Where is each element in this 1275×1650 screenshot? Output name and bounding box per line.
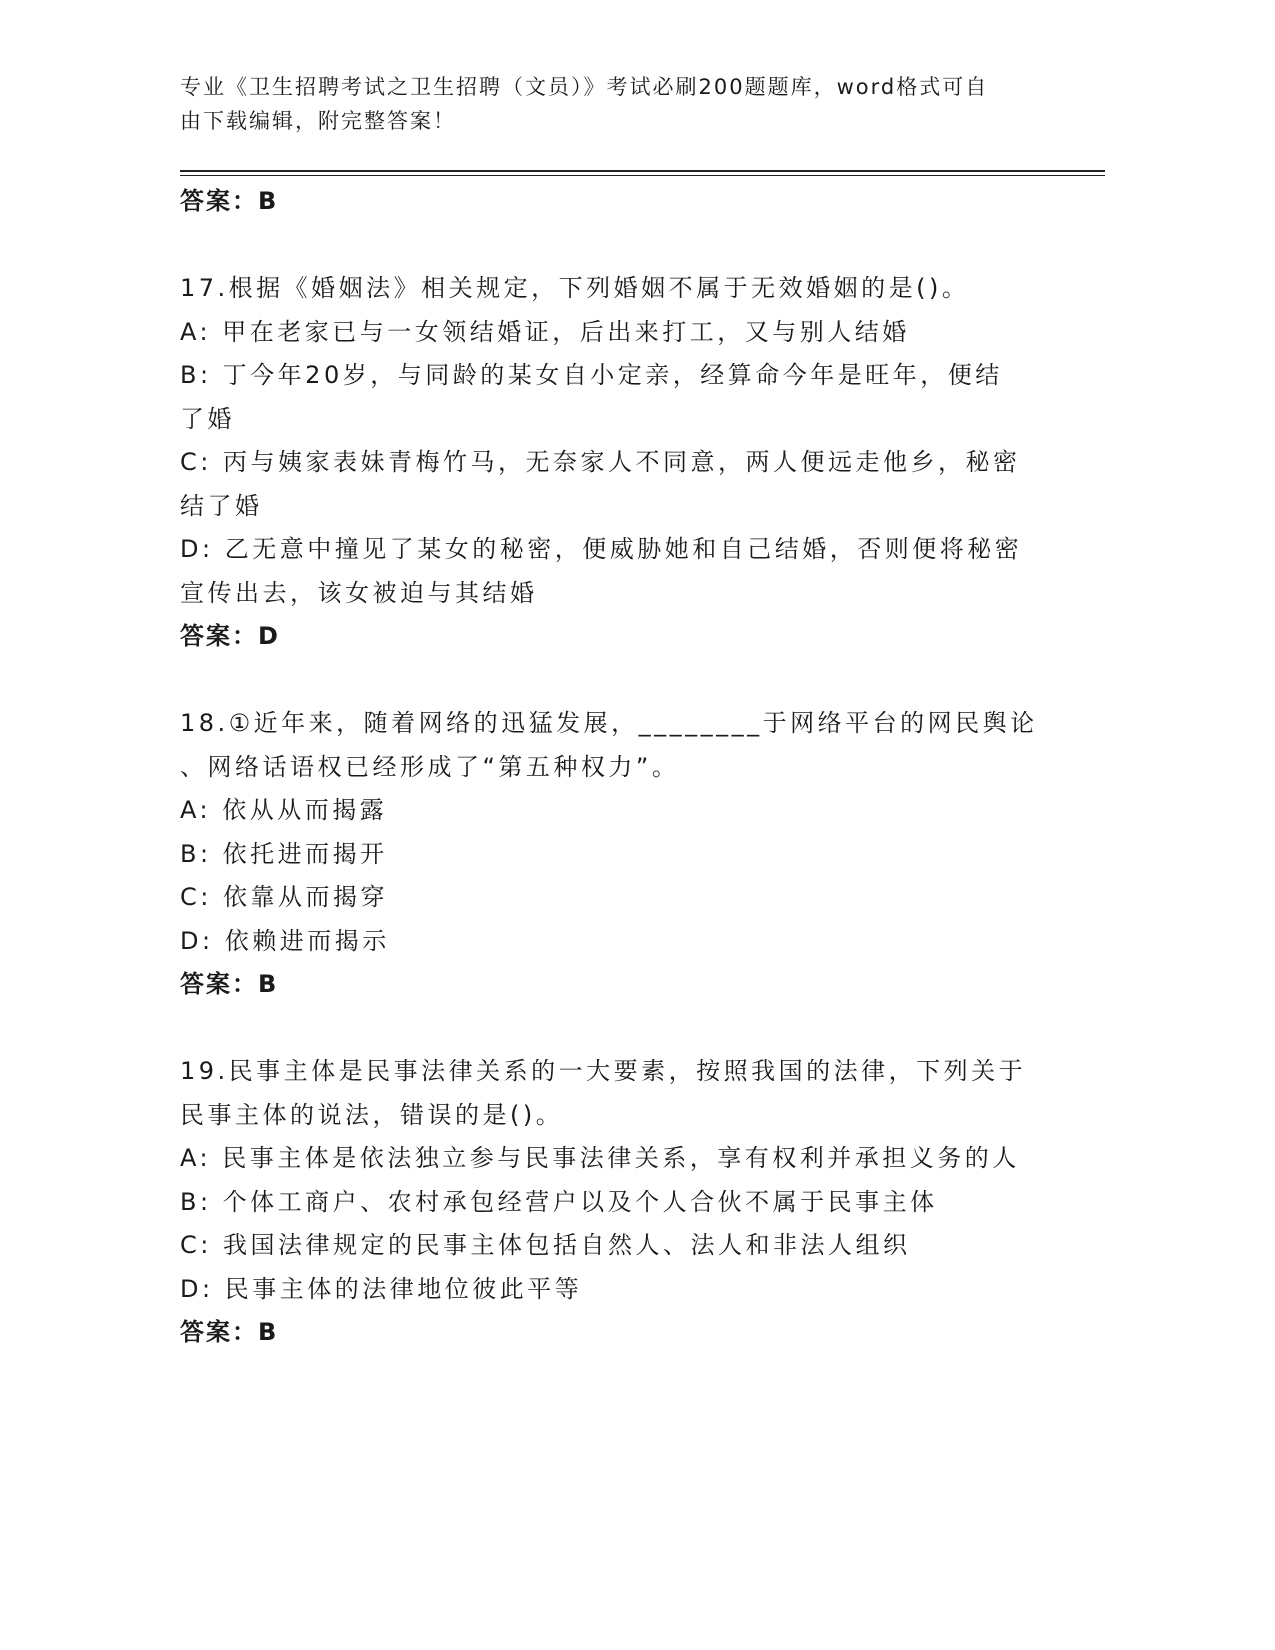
option-d: D: 民事主体的法律地位彼此平等 (180, 1274, 583, 1303)
option-d-cont: 宣传出去，该女被迫与其结婚 (180, 578, 538, 607)
question-stem-cont: 民事主体的说法，错误的是()。 (180, 1100, 564, 1129)
option-d: D: 依赖进而揭示 (180, 926, 390, 955)
question-17 (180, 267, 1040, 659)
option-a: A: 民事主体是依法独立参与民事法律关系，享有权利并承担义务的人 (180, 1144, 1020, 1172)
header-rule-thick (180, 170, 1105, 172)
answer: 答案：D (180, 622, 280, 650)
option-d: D: 乙无意中撞见了某女的秘密，便威胁她和自己结婚，否则便将秘密 (180, 535, 1023, 563)
option-b: B: 依托进而揭开 (180, 839, 388, 868)
header-rule-thin (180, 175, 1105, 176)
option-c-cont: 结了婚 (180, 491, 263, 520)
question-stem-cont: 、网络话语权已经形成了“第五种权力”。 (180, 752, 680, 781)
page-header (180, 70, 1050, 138)
option-b: B: 丁今年20岁，与同龄的某女自小定亲，经算命今年是旺年，便结 (180, 361, 1003, 389)
previous-answer: 答案：B (180, 187, 279, 215)
spacer (180, 1007, 1040, 1051)
header-line-2: 由下载编辑，附完整答案！ (180, 109, 456, 133)
answer: 答案：B (180, 970, 279, 998)
question-stem: 19.民事主体是民事法律关系的一大要素，按照我国的法律，下列关于 (180, 1057, 1027, 1085)
header-line-1: 专业《卫生招聘考试之卫生招聘（文员）》考试必刷200题题库，word格式可自 (180, 75, 989, 99)
question-stem: 18.①近年来，随着网络的迅猛发展，________于网络平台的网民舆论 (180, 709, 1038, 737)
question-18 (180, 702, 1040, 1007)
answer: 答案：B (180, 1318, 279, 1346)
option-c: C: 我国法律规定的民事主体包括自然人、法人和非法人组织 (180, 1231, 911, 1259)
question-19 (180, 1050, 1040, 1355)
spacer (180, 659, 1040, 703)
option-a: A: 甲在老家已与一女领结婚证，后出来打工，又与别人结婚 (180, 317, 910, 346)
option-c: C: 依靠从而揭穿 (180, 883, 388, 911)
question-stem: 17.根据《婚姻法》相关规定，下列婚姻不属于无效婚姻的是()。 (180, 274, 970, 302)
option-a: A: 依从从而揭露 (180, 796, 388, 824)
document-body (180, 180, 1040, 1355)
option-c: C: 丙与姨家表妹青梅竹马，无奈家人不同意，两人便远走他乡，秘密 (180, 448, 1021, 476)
spacer (180, 224, 1040, 268)
option-b: B: 个体工商户、农村承包经营户以及个人合伙不属于民事主体 (180, 1187, 938, 1216)
option-b-cont: 了婚 (180, 404, 235, 433)
